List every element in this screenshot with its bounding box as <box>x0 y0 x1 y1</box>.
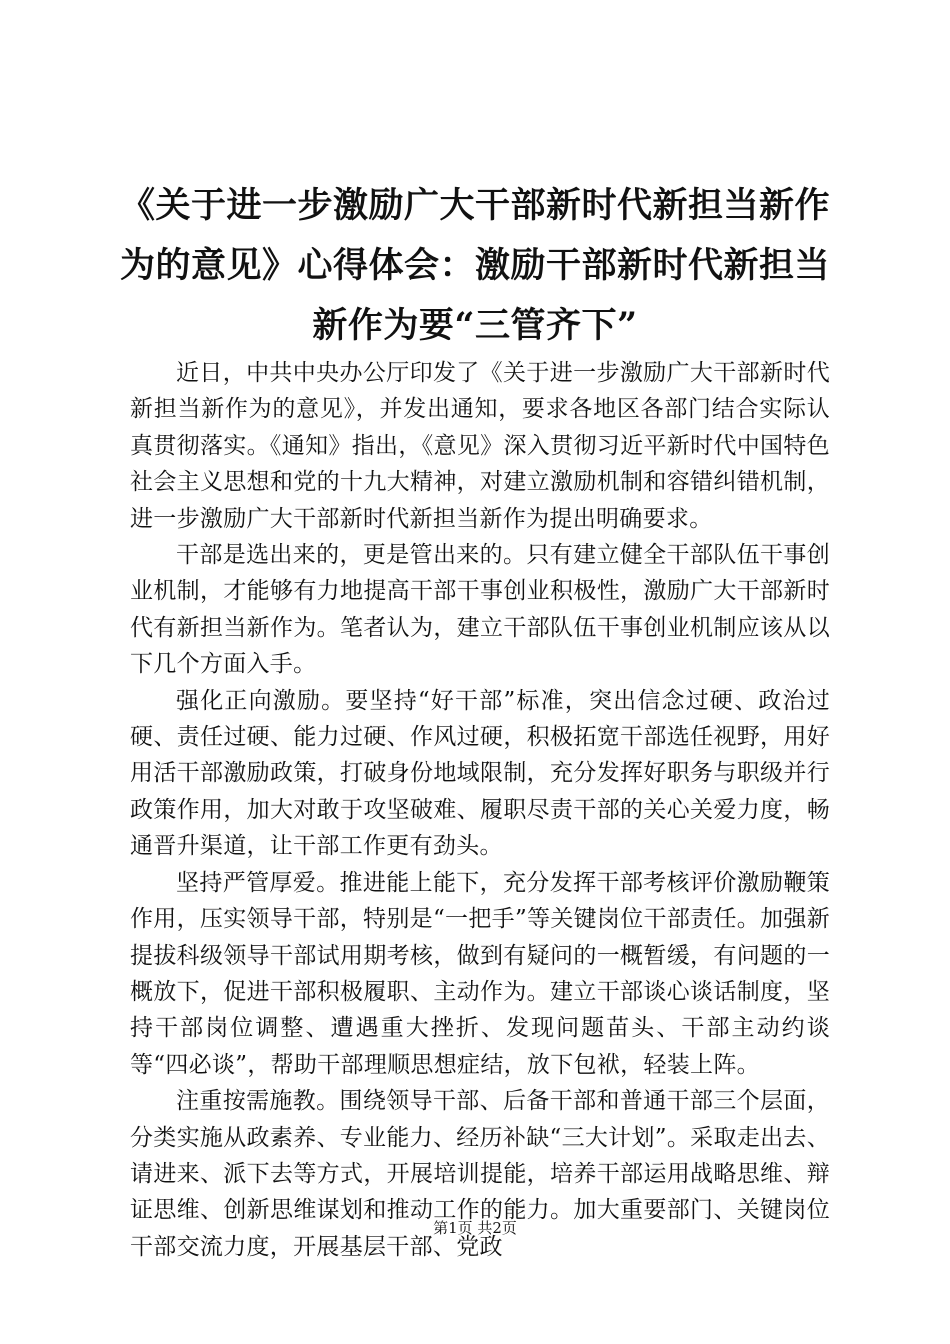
paragraph: 强化正向激励。要坚持“好干部”标准，突出信念过硬、政治过硬、责任过硬、能力过硬、作风过硬，积极拓宽干部选任视野，用好用活干部激励政策，打破身份地域限制，充分发挥好职务与职级并行政策作用，加大对敢于攻坚破难、履职尽责干部的关心关爱力度，畅通晋升渠道，让干部工作更有劲头。 <box>130 687 830 860</box>
document-title: 《关于进一步激励广大干部新时代新担当新作为的意见》心得体会：激励干部新时代新担当新作为要“三管齐下” <box>119 185 830 346</box>
document-body <box>130 355 830 1265</box>
page-number-footer: 第1页 共2页 <box>433 1219 517 1237</box>
paragraph: 干部是选出来的，更是管出来的。只有建立健全干部队伍干事创业机制，才能够有力地提高干部干事创业积极性，激励广大干部新时代有新担当新作为。笔者认为，建立干部队伍干事创业机制应该从以下几个方面入手。 <box>130 542 830 678</box>
paragraph: 坚持严管厚爱。推进能上能下，充分发挥干部考核评价激励鞭策作用，压实领导干部，特别是“一把手”等关键岗位干部责任。加强新提拔科级领导干部试用期考核，做到有疑问的一概暂缓，有问题的一概放下，促进干部积极履职、主动作为。建立干部谈心谈话制度，坚持干部岗位调整、遭遇重大挫折、发现问题苗头、干部主动约谈等“四必谈”，帮助干部理顺思想症结，放下包袱，轻装上阵。 <box>130 869 830 1078</box>
paragraph: 注重按需施教。围绕领导干部、后备干部和普通干部三个层面，分类实施从政素养、专业能力、经历补缺“三大计划”。采取走出去、请进来、派下去等方式，开展培训提能，培养干部运用战略思维、辩证思维、创新思维谋划和推动工作的能力。加大重要部门、关键岗位干部交流力度，开展基层干部、党政 <box>130 1088 830 1260</box>
paragraph: 近日，中共中央办公厅印发了《关于进一步激励广大干部新时代新担当新作为的意见》，并发出通知，要求各地区各部门结合实际认真贯彻落实。《通知》指出，《意见》深入贯彻习近平新时代中国特色社会主义思想和党的十九大精神，对建立激励机制和容错纠错机制，进一步激励广大干部新时代新担当新作为提出明确要求。 <box>130 360 830 532</box>
